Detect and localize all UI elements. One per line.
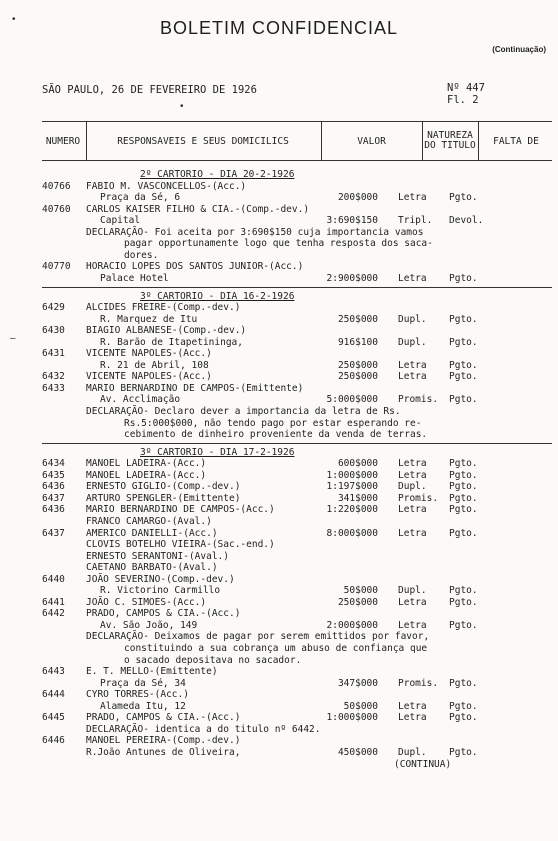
ledger-line <box>0 712 558 723</box>
section-heading-label: 2º CARTORIO - DIA 20-2-1926 <box>140 169 295 180</box>
record-number: 6445 <box>42 712 65 724</box>
record-text: AMERICO DANIELLI-(Acc.) <box>86 527 218 539</box>
ledger-line <box>0 204 558 215</box>
ledger-line <box>0 504 558 515</box>
record-text: ARTURO SPENGLER-(Emittente) <box>86 492 241 504</box>
dateline: SÃO PAULO, 26 DE FEVEREIRO DE 1926 <box>42 84 257 96</box>
record-text: MARIO BERNARDINO DE CAMPOS-(Acc.) <box>86 504 275 516</box>
col-falta-header: FALTA DE <box>493 135 539 147</box>
column-header-row <box>42 121 552 161</box>
record-falta: Pgto. <box>449 596 478 608</box>
record-natureza: Letra <box>398 458 427 470</box>
continuation-label: (Continuação) <box>492 45 546 54</box>
ledger-line <box>0 481 558 492</box>
record-number: 6441 <box>42 596 65 608</box>
bulletin-number <box>447 82 485 106</box>
record-valor: 341$000 <box>337 492 378 504</box>
ledger-line <box>0 181 558 192</box>
record-falta: Pgto. <box>449 371 478 383</box>
record-number: 6444 <box>42 689 65 701</box>
record-text: DECLARAÇÃO- identica a do titulo nº 6442. <box>86 723 321 735</box>
ledger-line <box>0 394 558 405</box>
record-text: VICENTE NAPOLES-(Acc.) <box>86 371 212 383</box>
record-text: PRADO, CAMPOS & CIA.-(Acc.) <box>86 712 241 724</box>
record-natureza: Letra <box>398 504 427 516</box>
record-falta: Pgto. <box>449 313 478 325</box>
col-numero-header: NUMERO <box>45 135 81 147</box>
record-natureza: Promis. <box>398 394 439 406</box>
record-text: JOÃO C. SIMOES-(Acc.) <box>86 596 207 608</box>
ledger-line <box>0 516 558 527</box>
record-text: MANOEL PEREIRA-(Comp.-dev.) <box>86 735 241 747</box>
ledger-line <box>0 238 558 249</box>
record-valor: 916$100 <box>337 336 378 348</box>
ledger-line <box>0 678 558 689</box>
record-valor: 200$000 <box>337 192 378 204</box>
record-text: Av. São João, 149 <box>100 619 198 631</box>
col-valor-header: VALOR <box>357 135 386 147</box>
ledger-line <box>0 551 558 562</box>
record-text: Praça da Sé, 34 <box>100 677 186 689</box>
ledger-line <box>0 608 558 619</box>
ledger-line <box>0 470 558 481</box>
ledger-line <box>0 261 558 272</box>
section-rule <box>42 287 552 288</box>
record-number: 6432 <box>42 371 65 383</box>
record-text: o sacado depositava no sacador. <box>124 654 302 666</box>
col-natureza-header: NATUREZA DO TITULO <box>424 130 476 151</box>
record-text: E. T. MELLO-(Emittente) <box>86 666 218 678</box>
record-valor: 2:000$000 <box>326 619 378 631</box>
ledger-line <box>0 429 558 440</box>
ledger-line <box>0 585 558 596</box>
record-natureza: Letra <box>398 371 427 383</box>
record-falta: Pgto. <box>449 700 478 712</box>
ledger-line <box>0 735 558 746</box>
ledger-line <box>0 574 558 585</box>
record-text: FABIO M. VASCONCELLOS-(Acc.) <box>86 180 247 192</box>
ledger-line <box>0 227 558 238</box>
ledger-line <box>0 325 558 336</box>
record-number: 6435 <box>42 469 65 481</box>
record-natureza: Tripl. <box>398 215 433 227</box>
record-number: 6430 <box>42 325 65 337</box>
ledger-line <box>0 302 558 313</box>
record-text: cebimento de dinheiro proveniente da venda de terras. <box>124 429 428 441</box>
record-falta: Pgto. <box>449 481 478 493</box>
record-valor: 250$000 <box>337 359 378 371</box>
record-text: PRADO, CAMPOS & CIA.-(Acc.) <box>86 608 241 620</box>
record-text: MANOEL LADEIRA-(Acc.) <box>86 458 207 470</box>
record-text: ERNESTO SERANTONI-(Aval.) <box>86 550 229 562</box>
ledger-line <box>0 689 558 700</box>
continua-label: (CONTINUA) <box>394 758 452 770</box>
record-number: 6434 <box>42 458 65 470</box>
record-number: 40766 <box>42 180 71 192</box>
ledger-line <box>0 597 558 608</box>
ledger-line <box>0 528 558 539</box>
record-falta: Pgto. <box>449 192 478 204</box>
record-natureza: Letra <box>398 712 427 724</box>
ledger-line <box>0 371 558 382</box>
record-text: MANOEL LADEIRA-(Acc.) <box>86 469 207 481</box>
section-rule <box>42 443 552 444</box>
print-mark: – <box>10 333 16 344</box>
ledger-line <box>0 418 558 429</box>
ledger-line <box>0 250 558 261</box>
record-text: Alameda Itu, 12 <box>100 700 186 712</box>
record-text: R. Victorino Carmillo <box>100 585 221 597</box>
ledger-line <box>0 192 558 203</box>
record-text: R. Marquez de Itu <box>100 313 198 325</box>
record-text: VICENTE NAPOLES-(Acc.) <box>86 348 212 360</box>
record-text: ERNESTO GIGLIO-(Comp.-dev.) <box>86 481 241 493</box>
record-number: 6446 <box>42 735 65 747</box>
record-falta: Pgto. <box>449 712 478 724</box>
ledger-line <box>0 747 558 758</box>
record-valor: 250$000 <box>337 371 378 383</box>
section-heading <box>0 291 558 302</box>
record-text: constituindo a sua cobrança um abuso de confiança que <box>124 643 428 654</box>
record-natureza: Letra <box>398 619 427 631</box>
record-number: 6433 <box>42 382 65 394</box>
record-number: 6442 <box>42 608 65 620</box>
ledger-line <box>0 406 558 417</box>
record-text: Praça da Sé, 6 <box>100 192 181 204</box>
ledger-line <box>0 314 558 325</box>
record-text: Av. Acclimação <box>100 394 181 406</box>
record-number: 40760 <box>42 203 71 215</box>
record-text: Rs.5:000$000, não tendo pago por estar esperando re- <box>124 417 422 429</box>
record-number: 6437 <box>42 492 65 504</box>
record-number: 6436 <box>42 504 65 516</box>
ledger-line <box>0 666 558 677</box>
record-text: BIAGIO ALBANESE-(Comp.-dev.) <box>86 325 247 337</box>
record-natureza: Letra <box>398 469 427 481</box>
record-valor: 1:000$000 <box>326 712 378 724</box>
record-text: Palace Hotel <box>100 272 169 284</box>
ledger-line <box>0 643 558 654</box>
record-text: R. Barão de Itapetininga, <box>100 336 243 348</box>
record-falta: Pgto. <box>449 458 478 470</box>
record-number: 40770 <box>42 261 71 273</box>
section-heading-label: 3º CARTORIO - DIA 17-2-1926 <box>140 446 295 458</box>
ledger-line <box>0 215 558 226</box>
record-text: CLOVIS BOTELHO VIEIRA-(Sac.-end.) <box>86 539 275 551</box>
record-falta: Pgto. <box>449 359 478 371</box>
record-falta: Pgto. <box>449 585 478 597</box>
record-falta: Pgto. <box>449 272 478 284</box>
record-text: R.João Antunes de Oliveira, <box>86 746 241 758</box>
record-falta: Pgto. <box>449 492 478 504</box>
ledger-line <box>0 631 558 642</box>
record-natureza: Dupl. <box>398 336 427 348</box>
section-heading <box>0 447 558 458</box>
record-falta: Pgto. <box>449 619 478 631</box>
record-falta: Pgto. <box>449 677 478 689</box>
print-mark: • <box>12 14 16 25</box>
record-falta: Pgto. <box>449 394 478 406</box>
record-natureza: Letra <box>398 527 427 539</box>
record-valor: 8:000$000 <box>326 527 378 539</box>
ledger-line <box>0 348 558 359</box>
record-text: Capital <box>100 215 141 227</box>
record-valor: 50$000 <box>343 700 378 712</box>
record-text: ALCIDES FREIRE-(Comp.-dev.) <box>86 302 241 314</box>
record-falta: Pgto. <box>449 504 478 516</box>
sheet-number: Fl. 2 <box>447 94 479 106</box>
record-valor: 1:000$000 <box>326 469 378 481</box>
record-natureza: Letra <box>398 272 427 284</box>
ledger-line <box>0 562 558 573</box>
print-mark: • <box>180 101 184 112</box>
record-natureza: Letra <box>398 192 427 204</box>
record-text: MARIO BERNARDINO DE CAMPOS-(Emittente) <box>86 382 304 394</box>
record-number: 6436 <box>42 481 65 493</box>
record-valor: 600$000 <box>337 458 378 470</box>
record-valor: 1:197$000 <box>326 481 378 493</box>
record-text: HORACIO LOPES DOS SANTOS JUNIOR-(Acc.) <box>86 261 304 273</box>
record-text: CARLOS KAISER FILHO & CIA.-(Comp.-dev.) <box>86 203 310 215</box>
record-valor: 250$000 <box>337 313 378 325</box>
ledger-line <box>0 493 558 504</box>
record-natureza: Promis. <box>398 492 439 504</box>
ledger-line <box>0 701 558 712</box>
ledger-line <box>0 273 558 284</box>
record-text: JOÃO SEVERINO-(Comp.-dev.) <box>86 573 235 585</box>
record-number: 6443 <box>42 666 65 678</box>
record-natureza: Promis. <box>398 677 439 689</box>
record-valor: 450$000 <box>337 746 378 758</box>
record-valor: 2:900$000 <box>326 272 378 284</box>
record-natureza: Dupl. <box>398 746 427 758</box>
record-valor: 347$000 <box>337 677 378 689</box>
bulletin-number-value: Nº 447 <box>447 82 485 94</box>
ledger-line <box>0 337 558 348</box>
record-number: 6440 <box>42 573 65 585</box>
record-text: CYRO TORRES-(Acc.) <box>86 689 189 701</box>
document-title: BOLETIM CONFIDENCIAL <box>159 18 399 38</box>
record-valor: 250$000 <box>337 596 378 608</box>
ledger-line <box>0 724 558 735</box>
record-valor: 1:220$000 <box>326 504 378 516</box>
record-natureza: Dupl. <box>398 585 427 597</box>
ledger-line <box>0 360 558 371</box>
record-text: CAETANO BARBATO-(Aval.) <box>86 562 218 574</box>
ledger-line <box>0 383 558 394</box>
record-text: FRANCO CAMARGO-(Aval.) <box>86 515 212 527</box>
record-falta: Pgto. <box>449 469 478 481</box>
record-falta: Devol. <box>449 215 484 227</box>
ledger-line <box>0 620 558 631</box>
record-text: R. 21 de Abril, 108 <box>100 359 209 371</box>
record-number: 6431 <box>42 348 65 360</box>
section-heading-label: 3º CARTORIO - DIA 16-2-1926 <box>140 290 295 302</box>
section-heading <box>0 169 558 180</box>
col-responsaveis-header: RESPONSAVEIS E SEUS DOMICILICS <box>117 135 289 147</box>
record-natureza: Dupl. <box>398 481 427 493</box>
ledger-line <box>0 539 558 550</box>
ledger-line <box>0 655 558 666</box>
record-natureza: Letra <box>398 596 427 608</box>
record-text: dores. <box>124 249 159 261</box>
record-valor: 50$000 <box>343 585 378 597</box>
record-text: DECLARAÇÃO- Declaro dever a importancia da letra de Rs. <box>86 406 401 417</box>
record-valor: 3:690$150 <box>326 215 378 227</box>
record-text: DECLARAÇÃO- Foi aceita por 3:690$150 cuja importancia vamos <box>86 226 424 238</box>
record-number: 6437 <box>42 527 65 539</box>
record-number: 6429 <box>42 302 65 314</box>
record-natureza: Letra <box>398 700 427 712</box>
record-natureza: Dupl. <box>398 313 427 325</box>
ledger-line <box>0 759 558 770</box>
record-text: DECLARAÇÃO- Deixamos de pagar por serem emittidos por favor, <box>86 631 430 643</box>
ledger-line <box>0 458 558 469</box>
record-natureza: Letra <box>398 359 427 371</box>
record-falta: Pgto. <box>449 527 478 539</box>
record-falta: Pgto. <box>449 746 478 758</box>
record-valor: 5:000$000 <box>326 394 378 406</box>
record-falta: Pgto. <box>449 336 478 348</box>
record-text: pagar opportunamente logo que tenha resposta dos saca- <box>124 238 433 250</box>
